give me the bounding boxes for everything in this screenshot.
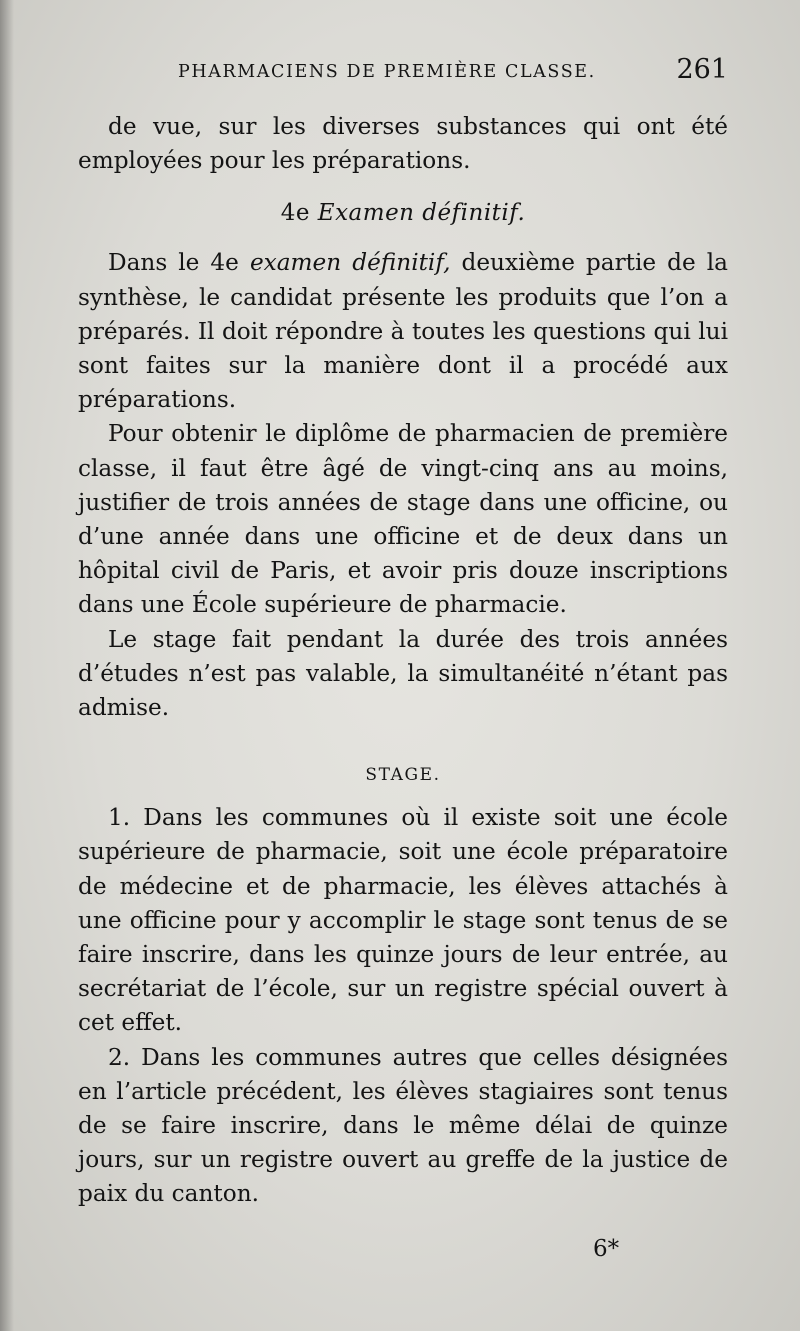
page-body	[78, 110, 728, 1212]
stage-heading: STAGE.	[365, 765, 441, 786]
paragraph-exam	[78, 246, 728, 417]
article-1: 1. Dans les communes où il existe soit une école supérieure de pharmacie, soit une école préparatoire de médecine et de pharmacie, les élèves attachés à une officine pour y accomplir le stage sont tenus de se faire inscrire, dans les quinze jours de leur entrée, au secrétariat de l’école, sur un registre spécial ouvert à cet effet.	[78, 804, 728, 1037]
section-heading	[78, 196, 728, 230]
page-number: 261	[676, 54, 728, 85]
section-heading-number: 4e	[280, 200, 310, 227]
paragraph-exam-italic: examen définitif,	[249, 249, 451, 277]
paragraph-exam-rest: deuxième partie de la synthèse, le candidat présente les produits que l’on a préparés. Il doit répondre à toutes les questions qui lui sont faites sur la manière dont il a procédé aux préparations.	[78, 249, 728, 414]
article-2: 2. Dans les communes autres que celles désignées en l’article précédent, les élèves stagiaires sont tenus de se faire inscrire, dans le même délai de quinze jours, sur un registre ouvert au greffe de la justice de paix du canton.	[78, 1043, 728, 1208]
paragraph-continuation: de vue, sur les diverses substances qui ont été employées pour les préparations.	[78, 113, 728, 175]
page-header	[80, 52, 728, 92]
section-heading-title: Examen définitif.	[317, 200, 526, 227]
paragraph-diplome: Pour obtenir le diplôme de pharmacien de première classe, il faut être âgé de vingt-cinq ans au moins, justifier de trois années de stage dans une officine, ou d’une année dans une officine et de deux dans un hôpital civil de Paris, et avoir pris douze inscriptions dans une École supérieure de pharmacie.	[78, 420, 728, 619]
running-title: PHARMACIENS DE PREMIÈRE CLASSE.	[178, 62, 596, 82]
paragraph-stage-validity: Le stage fait pendant la durée des trois années d’études n’est pas valable, la simultanéité n’étant pas admise.	[78, 625, 728, 722]
paragraph-exam-prefix: Dans le 4e	[108, 249, 250, 277]
signature-mark: 6*	[593, 1236, 620, 1262]
